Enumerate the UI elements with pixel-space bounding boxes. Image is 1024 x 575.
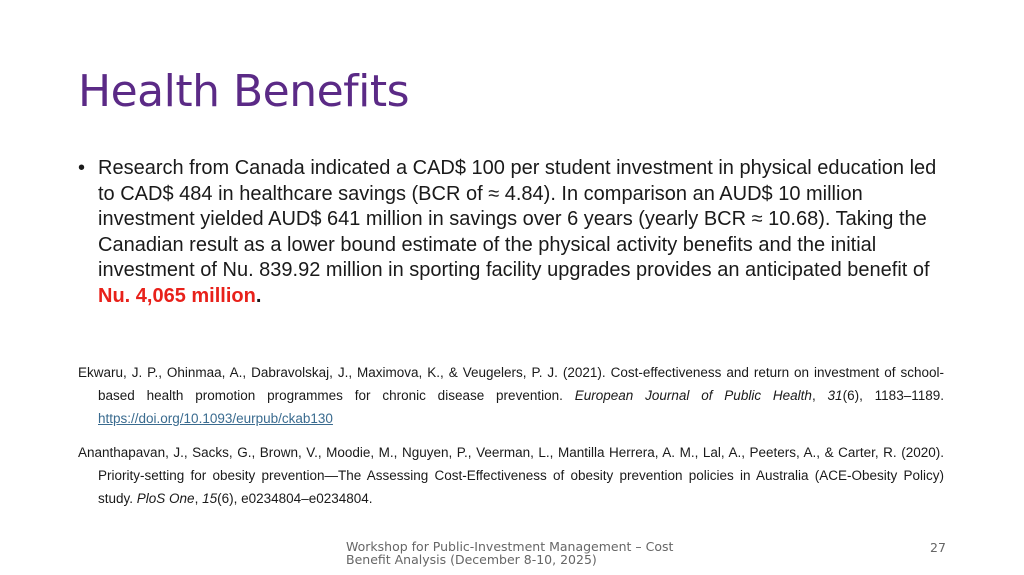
- reference-ananthapavan: [78, 441, 944, 510]
- reference-journal: European Journal of Public Health: [574, 388, 812, 403]
- bullet-text: [98, 156, 948, 309]
- reference-authors: Ekwaru, J. P., Ohinmaa, A., Dabravolskaj, J., Maximova, K., & Veugelers, P. J. (2021). Cost-effectiveness and return on investment of school-based health promotion programmes for chronic disease prevention.: [78, 365, 944, 403]
- reference-pages: (6), e0234804–e0234804.: [217, 491, 373, 506]
- reference-authors: Ananthapavan, J., Sacks, G., Brown, V., Moodie, M., Nguyen, P., Veerman, L., Mantilla Herrera, A. M., Lal, A., Peeters, A., & Carter, R. (2020). Priority-setting for obesity prevention—The Assessing Cost-Effectiveness of obesity prevention policies in Australia (ACE-Obesity Policy) study.: [78, 445, 944, 506]
- bullet-period: .: [255, 284, 262, 307]
- reference-separator: ,: [811, 388, 828, 403]
- references: [78, 361, 944, 521]
- reference-volume: 15: [202, 491, 218, 506]
- slide-footer: Workshop for Public-Investment Management – Cost Benefit Analysis (December 8-10, 2025): [346, 539, 674, 567]
- reference-pages: (6), 1183–1189.: [842, 388, 944, 403]
- reference-journal: PloS One: [136, 491, 195, 506]
- bullet-body: Research from Canada indicated a CAD$ 100 per student investment in physical education led to CAD$ 484 in healthcare savings (BCR of ≈ 4.84). In comparison an AUD$ 10 million investment yielded AUD$ 641 million in savings over 6 years (yearly BCR ≈ 10.68). Taking the Canadian result as a lower bound estimate of the physical activity benefits and the initial investment of Nu. 839.92 million in sporting facility upgrades provides an anticipated benefit of: [98, 157, 937, 281]
- page-number: 27: [930, 540, 946, 555]
- reference-separator: ,: [194, 491, 203, 506]
- bullet-item: [78, 156, 948, 309]
- doi-link[interactable]: https://doi.org/10.1093/eurpub/ckab130: [98, 411, 333, 426]
- bullet-dot-icon: •: [78, 157, 86, 179]
- benefit-highlight: Nu. 4,065 million: [98, 284, 256, 307]
- slide-title: Health Benefits: [78, 66, 410, 117]
- reference-volume: 31: [827, 388, 843, 403]
- reference-ekwaru: [78, 361, 944, 430]
